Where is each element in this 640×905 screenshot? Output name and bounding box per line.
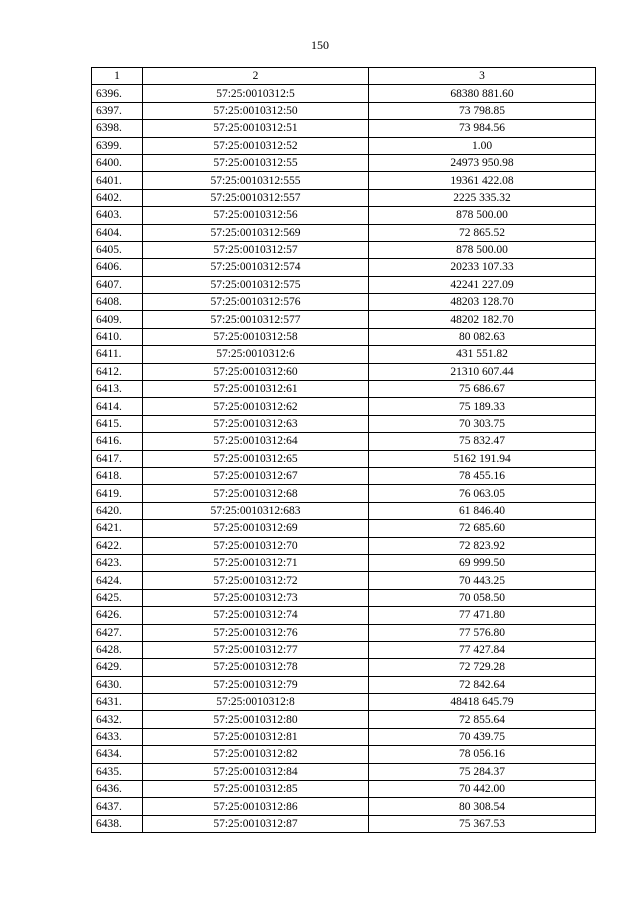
value-cell: 21310 607.44 [369,363,596,380]
value-cell: 2225 335.32 [369,189,596,206]
table-row [92,363,596,380]
value-cell: 72 685.60 [369,520,596,537]
cadastral-id-cell: 57:25:0010312:61 [143,381,369,398]
cadastral-id-cell: 57:25:0010312:65 [143,450,369,467]
table-row [92,137,596,154]
row-number-cell: 6426. [92,607,143,624]
row-number-cell: 6422. [92,537,143,554]
row-number-cell: 6427. [92,624,143,641]
table-row [92,572,596,589]
value-cell: 69 999.50 [369,554,596,571]
row-number-cell: 6421. [92,520,143,537]
row-number-cell: 6404. [92,224,143,241]
value-cell: 73 798.85 [369,102,596,119]
value-cell: 75 189.33 [369,398,596,415]
cadastral-id-cell: 57:25:0010312:82 [143,746,369,763]
row-number-cell: 6405. [92,241,143,258]
row-number-cell: 6402. [92,189,143,206]
cadastral-id-cell: 57:25:0010312:62 [143,398,369,415]
table-row [92,589,596,606]
row-number-cell: 6412. [92,363,143,380]
row-number-cell: 6425. [92,589,143,606]
row-number-cell: 6409. [92,311,143,328]
column-header-value: 3 [369,68,596,85]
cadastral-id-cell: 57:25:0010312:58 [143,328,369,345]
table-row [92,607,596,624]
cadastral-id-cell: 57:25:0010312:64 [143,433,369,450]
value-cell: 61 846.40 [369,502,596,519]
row-number-cell: 6403. [92,207,143,224]
cadastral-id-cell: 57:25:0010312:86 [143,798,369,815]
row-number-cell: 6411. [92,346,143,363]
cadastral-id-cell: 57:25:0010312:76 [143,624,369,641]
cadastral-id-cell: 57:25:0010312:73 [143,589,369,606]
row-number-cell: 6437. [92,798,143,815]
row-number-cell: 6429. [92,659,143,676]
value-cell: 19361 422.08 [369,172,596,189]
table-body [92,85,596,833]
row-number-cell: 6416. [92,433,143,450]
cadastral-id-cell: 57:25:0010312:574 [143,259,369,276]
row-number-cell: 6410. [92,328,143,345]
value-cell: 75 832.47 [369,433,596,450]
value-cell: 72 842.64 [369,676,596,693]
table-row [92,276,596,293]
table-row [92,172,596,189]
row-number-cell: 6433. [92,728,143,745]
value-cell: 80 308.54 [369,798,596,815]
row-number-cell: 6434. [92,746,143,763]
cadastral-id-cell: 57:25:0010312:577 [143,311,369,328]
cadastral-id-cell: 57:25:0010312:85 [143,781,369,798]
cadastral-id-cell: 57:25:0010312:84 [143,763,369,780]
value-cell: 73 984.56 [369,120,596,137]
value-cell: 1.00 [369,137,596,154]
table-row [92,485,596,502]
table-row [92,224,596,241]
value-cell: 48203 128.70 [369,294,596,311]
row-number-cell: 6418. [92,467,143,484]
row-number-cell: 6396. [92,85,143,102]
row-number-cell: 6401. [92,172,143,189]
table-row [92,102,596,119]
column-header-number: 1 [92,68,143,85]
row-number-cell: 6420. [92,502,143,519]
row-number-cell: 6413. [92,381,143,398]
row-number-cell: 6430. [92,676,143,693]
value-cell: 72 865.52 [369,224,596,241]
value-cell: 70 442.00 [369,781,596,798]
cadastral-id-cell: 57:25:0010312:8 [143,694,369,711]
cadastral-id-cell: 57:25:0010312:72 [143,572,369,589]
table-row [92,207,596,224]
cadastral-id-cell: 57:25:0010312:81 [143,728,369,745]
table-row [92,641,596,658]
row-number-cell: 6406. [92,259,143,276]
value-cell: 75 367.53 [369,815,596,832]
row-number-cell: 6407. [92,276,143,293]
value-cell: 24973 950.98 [369,154,596,171]
cadastral-id-cell: 57:25:0010312:87 [143,815,369,832]
table-header-row [92,68,596,85]
table-row [92,520,596,537]
value-cell: 48202 182.70 [369,311,596,328]
table-row [92,346,596,363]
value-cell: 77 427.84 [369,641,596,658]
cadastral-id-cell: 57:25:0010312:683 [143,502,369,519]
value-cell: 72 855.64 [369,711,596,728]
table-row [92,398,596,415]
table-row [92,189,596,206]
cadastral-id-cell: 57:25:0010312:78 [143,659,369,676]
page-number: 150 [311,38,329,52]
table-row [92,450,596,467]
value-cell: 70 443.25 [369,572,596,589]
table-row [92,328,596,345]
cadastral-id-cell: 57:25:0010312:575 [143,276,369,293]
value-cell: 80 082.63 [369,328,596,345]
table-row [92,537,596,554]
value-cell: 76 063.05 [369,485,596,502]
value-cell: 42241 227.09 [369,276,596,293]
row-number-cell: 6408. [92,294,143,311]
row-number-cell: 6419. [92,485,143,502]
value-cell: 20233 107.33 [369,259,596,276]
table-row [92,711,596,728]
column-header-cadastral-id: 2 [143,68,369,85]
cadastral-id-cell: 57:25:0010312:60 [143,363,369,380]
cadastral-id-cell: 57:25:0010312:51 [143,120,369,137]
table-row [92,294,596,311]
table-row [92,415,596,432]
table-row [92,259,596,276]
value-cell: 5162 191.94 [369,450,596,467]
row-number-cell: 6435. [92,763,143,780]
row-number-cell: 6438. [92,815,143,832]
cadastral-id-cell: 57:25:0010312:70 [143,537,369,554]
table-row [92,746,596,763]
cadastral-id-cell: 57:25:0010312:80 [143,711,369,728]
row-number-cell: 6417. [92,450,143,467]
cadastral-id-cell: 57:25:0010312:569 [143,224,369,241]
value-cell: 68380 881.60 [369,85,596,102]
table-row [92,241,596,258]
row-number-cell: 6415. [92,415,143,432]
row-number-cell: 6397. [92,102,143,119]
cadastral-id-cell: 57:25:0010312:69 [143,520,369,537]
row-number-cell: 6428. [92,641,143,658]
value-cell: 72 729.28 [369,659,596,676]
table-row [92,763,596,780]
cadastral-id-cell: 57:25:0010312:63 [143,415,369,432]
value-cell: 70 058.50 [369,589,596,606]
row-number-cell: 6398. [92,120,143,137]
cadastral-id-cell: 57:25:0010312:68 [143,485,369,502]
cadastral-value-table [91,67,596,833]
value-cell: 78 056.16 [369,746,596,763]
row-number-cell: 6424. [92,572,143,589]
row-number-cell: 6400. [92,154,143,171]
value-cell: 78 455.16 [369,467,596,484]
table-row [92,381,596,398]
row-number-cell: 6414. [92,398,143,415]
table-row [92,433,596,450]
table-row [92,798,596,815]
value-cell: 48418 645.79 [369,694,596,711]
table-row [92,85,596,102]
cadastral-id-cell: 57:25:0010312:77 [143,641,369,658]
table-row [92,694,596,711]
table-row [92,676,596,693]
row-number-cell: 6431. [92,694,143,711]
cadastral-id-cell: 57:25:0010312:57 [143,241,369,258]
table-row [92,502,596,519]
row-number-cell: 6436. [92,781,143,798]
value-cell: 75 686.67 [369,381,596,398]
value-cell: 72 823.92 [369,537,596,554]
cadastral-id-cell: 57:25:0010312:557 [143,189,369,206]
cadastral-id-cell: 57:25:0010312:55 [143,154,369,171]
row-number-cell: 6423. [92,554,143,571]
cadastral-id-cell: 57:25:0010312:71 [143,554,369,571]
cadastral-id-cell: 57:25:0010312:50 [143,102,369,119]
table-row [92,624,596,641]
table-row [92,154,596,171]
cadastral-id-cell: 57:25:0010312:56 [143,207,369,224]
cadastral-id-cell: 57:25:0010312:67 [143,467,369,484]
value-cell: 75 284.37 [369,763,596,780]
cadastral-id-cell: 57:25:0010312:79 [143,676,369,693]
table-row [92,120,596,137]
table-row [92,467,596,484]
cadastral-id-cell: 57:25:0010312:6 [143,346,369,363]
table-row [92,728,596,745]
cadastral-id-cell: 57:25:0010312:576 [143,294,369,311]
cadastral-id-cell: 57:25:0010312:74 [143,607,369,624]
value-cell: 70 439.75 [369,728,596,745]
cadastral-id-cell: 57:25:0010312:555 [143,172,369,189]
value-cell: 77 471.80 [369,607,596,624]
value-cell: 77 576.80 [369,624,596,641]
table-row [92,554,596,571]
table-row [92,815,596,832]
cadastral-id-cell: 57:25:0010312:5 [143,85,369,102]
table-row [92,311,596,328]
table-row [92,781,596,798]
cadastral-id-cell: 57:25:0010312:52 [143,137,369,154]
value-cell: 878 500.00 [369,241,596,258]
row-number-cell: 6399. [92,137,143,154]
row-number-cell: 6432. [92,711,143,728]
value-cell: 878 500.00 [369,207,596,224]
value-cell: 431 551.82 [369,346,596,363]
table-row [92,659,596,676]
value-cell: 70 303.75 [369,415,596,432]
